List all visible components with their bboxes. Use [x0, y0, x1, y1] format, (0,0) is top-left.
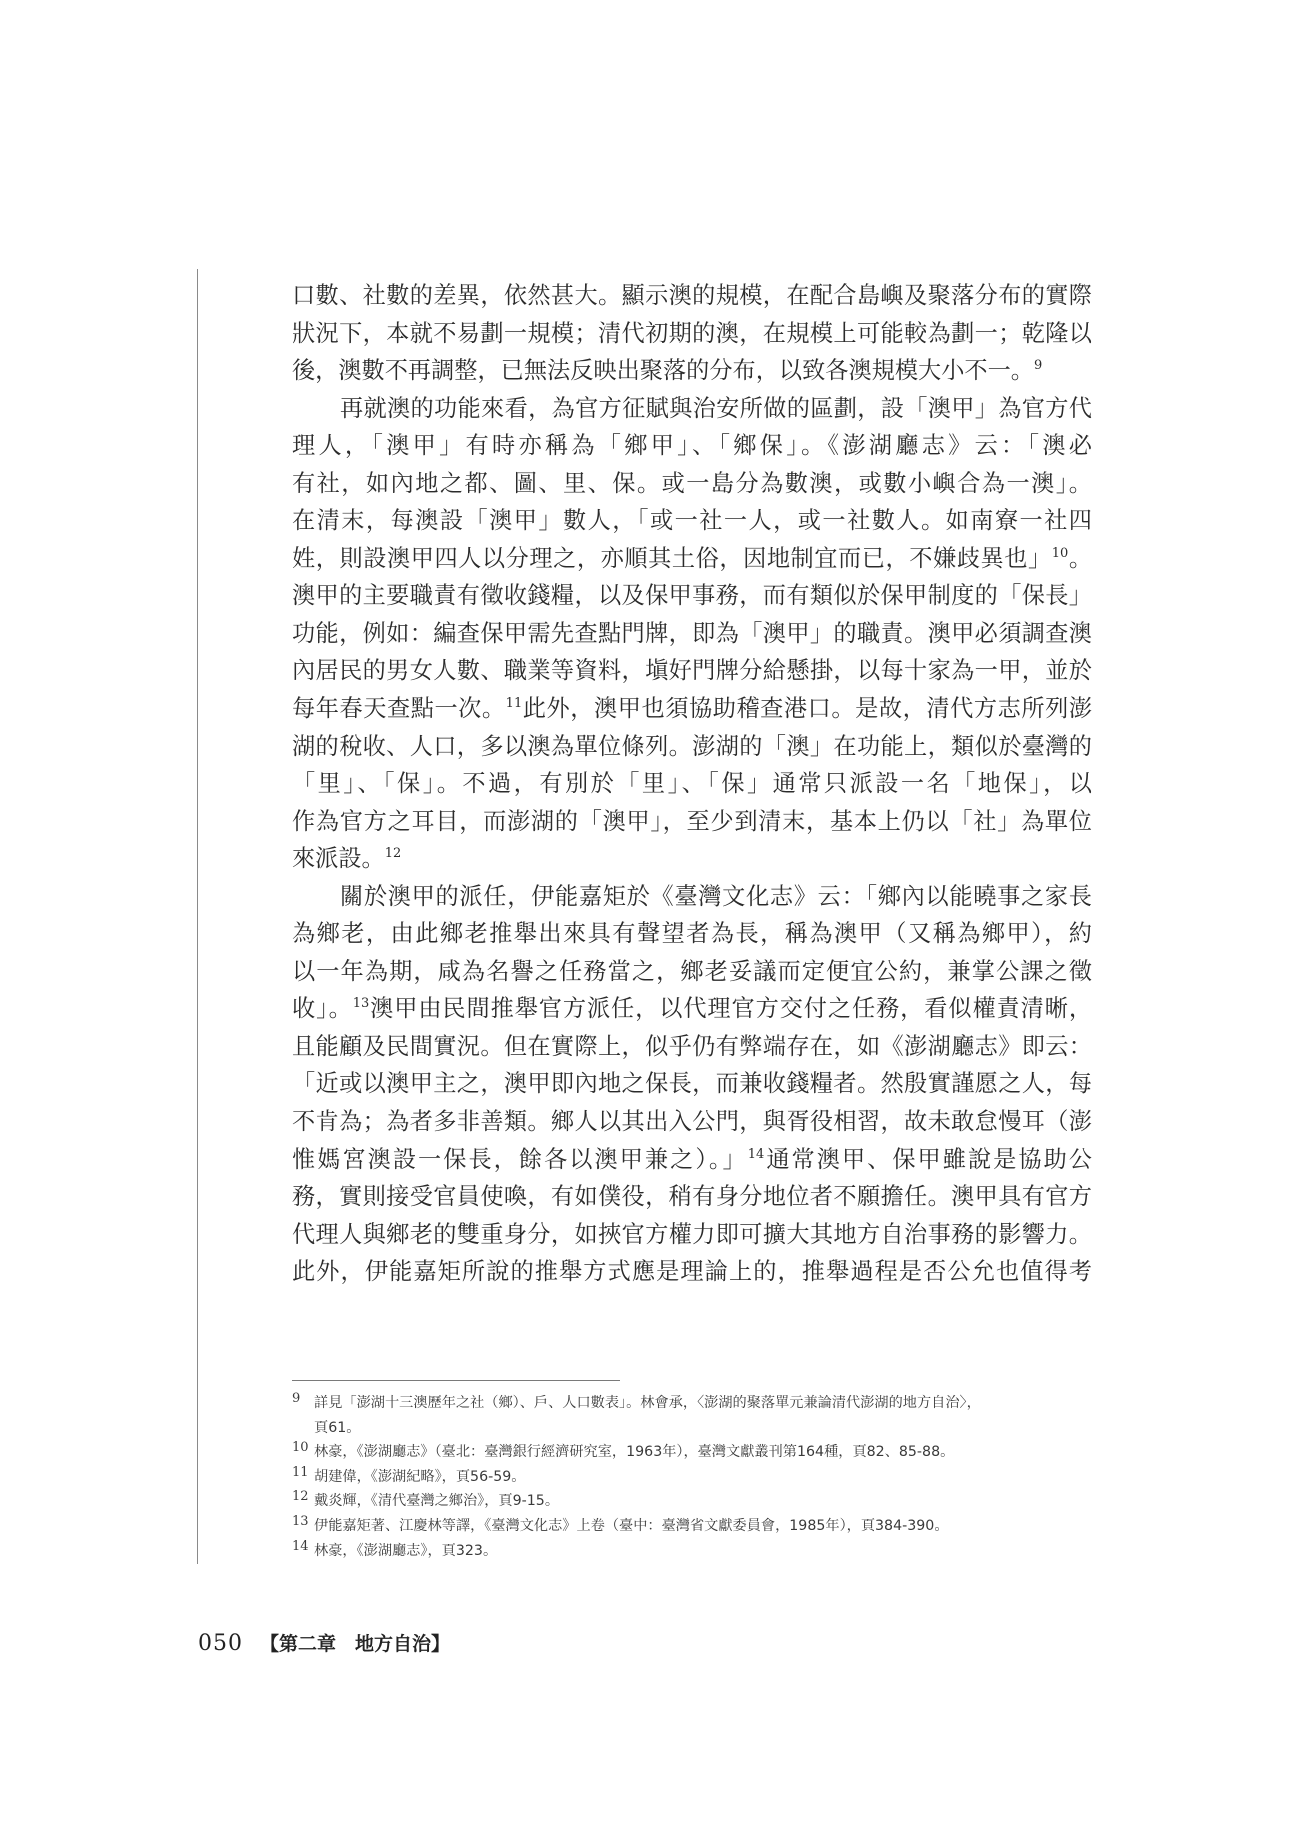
body-line — [292, 1141, 1092, 1179]
footnote-number: 12 — [292, 1489, 309, 1505]
body-line-text: 此外，澳甲也須協助稽查港口。是故，清代方志所列澎 — [522, 695, 1093, 723]
body-line — [292, 1178, 1092, 1216]
footnote-ref[interactable]: 12 — [384, 846, 402, 862]
footnote-text: 林豪，《澎湖廳志》，頁323。 — [314, 1542, 498, 1559]
footnote-number: 14 — [292, 1538, 309, 1554]
footnote-text: 頁61。 — [314, 1419, 361, 1436]
body-line-text: 作為官方之耳目，而澎湖的「澳甲」，至少到清末，基本上仍以「社」為單位 — [292, 807, 1092, 835]
body-line — [292, 277, 1092, 315]
chapter-title: 【第二章 地方自治】 — [260, 1633, 451, 1655]
page-number: 050 — [198, 1631, 243, 1656]
footnote-ref[interactable]: 13 — [352, 996, 370, 1012]
footnote-ref[interactable]: 11 — [505, 696, 523, 712]
body-line — [292, 540, 1092, 578]
body-line — [292, 315, 1092, 353]
body-line-text: 此外，伊能嘉矩所說的推舉方式應是理論上的，推舉過程是否公允也值得考 — [292, 1258, 1092, 1286]
footnote-item — [292, 1514, 1102, 1539]
body-line-text: 「里」、「保」。不過，有別於「里」、「保」通常只派設一名「地保」，以 — [292, 770, 1092, 798]
page-footer — [198, 1629, 450, 1656]
body-line-text: 來派設。 — [292, 845, 385, 873]
body-text — [292, 277, 1092, 1291]
body-line-text: 口數、社數的差異，依然甚大。顯示澳的規模，在配合島嶼及聚落分布的實際 — [292, 282, 1092, 309]
body-line-text: 收」。 — [292, 995, 353, 1023]
body-line-text: 理人，「澳甲」有時亦稱為「鄉甲」、「鄉保」。《澎湖廳志》云：「澳必 — [292, 432, 1092, 460]
body-line-text: 狀況下，本就不易劃一規模；清代初期的澳，在規模上可能較為劃一；乾隆以 — [292, 319, 1092, 347]
footnote-number: 9 — [292, 1391, 301, 1406]
body-line — [292, 502, 1092, 540]
body-line — [292, 1065, 1092, 1103]
footnote-ref[interactable]: 14 — [747, 1146, 765, 1162]
body-line — [292, 577, 1092, 615]
footnote-text: 伊能嘉矩著、江慶林等譯，《臺灣文化志》上卷（臺中：臺灣省文獻委員會，1985年），頁384-390。 — [314, 1517, 949, 1534]
body-line-text: 為鄉老，由此鄉老推舉出來具有聲望者為長，稱為澳甲（又稱為鄉甲），約 — [292, 920, 1092, 948]
body-line — [292, 765, 1092, 803]
body-line-text: 姓，則設澳甲四人以分理之，亦順其土俗，因地制宜而已，不嫌歧異也」 — [292, 544, 1052, 572]
body-line — [292, 878, 1092, 916]
body-line — [292, 690, 1092, 728]
body-line-text: 且能顧及民間實況。但在實際上，似乎仍有弊端存在，如《澎湖廳志》即云： — [292, 1032, 1092, 1060]
body-line-text: 代理人與鄉老的雙重身分，如挾官方權力即可擴大其地方自治事務的影響力。 — [292, 1220, 1092, 1248]
body-line — [292, 465, 1092, 503]
body-line-text: 惟媽宮澳設一保長，餘各以澳甲兼之）。」 — [292, 1145, 748, 1173]
body-line — [292, 390, 1092, 428]
footnote-separator — [292, 1380, 620, 1381]
body-line — [292, 728, 1092, 766]
body-line — [292, 652, 1092, 690]
body-line-text: 通常澳甲、保甲雖說是協助公 — [764, 1145, 1092, 1173]
body-line — [292, 1028, 1092, 1066]
body-line-text: 湖的稅收、人口，多以澳為單位條列。澎湖的「澳」在功能上，類似於臺灣的 — [292, 732, 1092, 760]
footnote-item — [292, 1489, 1102, 1514]
body-line — [292, 427, 1092, 465]
body-line — [292, 1216, 1092, 1254]
body-line-text: 關於澳甲的派任，伊能嘉矩於《臺灣文化志》云：「鄉內以能曉事之家長 — [340, 882, 1092, 910]
body-line-text: 「近或以澳甲主之，澳甲即內地之保長，而兼收錢糧者。然殷實謹愿之人，每 — [292, 1070, 1092, 1098]
footnote-item — [292, 1391, 1102, 1440]
footnotes — [292, 1391, 1102, 1563]
footnote-number: 13 — [292, 1513, 309, 1529]
body-line-text: 在清末，每澳設「澳甲」數人，「或一社一人，或一社數人。如南寮一社四 — [292, 507, 1092, 535]
body-line — [292, 615, 1092, 653]
footnote-item — [292, 1440, 1102, 1465]
body-line-text: 不肯為；為者多非善類。鄉人以其出入公門，與胥役相習，故未敢怠慢耳（澎 — [292, 1108, 1092, 1136]
margin-rule — [197, 269, 198, 1564]
footnote-item — [292, 1465, 1102, 1490]
body-line — [292, 352, 1092, 390]
footnote-text: 林豪，《澎湖廳志》（臺北：臺灣銀行經濟研究室，1963年），臺灣文獻叢刊第164種，頁82、85-88。 — [314, 1444, 955, 1461]
footnote-text: 詳見「澎湖十三澳歷年之社（鄉）、戶、人口數表」。林會承，〈澎湖的聚落單元兼論清代澎湖的地方自治〉， — [314, 1395, 981, 1411]
body-line — [292, 840, 1092, 878]
footnote-text: 胡建偉，《澎湖紀略》，頁56-59。 — [314, 1468, 526, 1485]
footnote-text: 戴炎輝，《清代臺灣之鄉治》，頁9-15。 — [314, 1493, 560, 1510]
body-line-text: 澳甲的主要職責有徵收錢糧，以及保甲事務，而有類似於保甲制度的「保長」 — [292, 582, 1092, 610]
body-line-text: 功能，例如：編查保甲需先查點門牌，即為「澳甲」的職責。澳甲必須調查澳 — [292, 619, 1092, 647]
body-line-text: 每年春天查點一次。 — [292, 695, 506, 723]
body-line-text: 澳甲由民間推舉官方派任，以代理官方交付之任務，看似權責清晰， — [369, 995, 1093, 1023]
body-line-text: 。 — [1068, 544, 1093, 572]
body-line — [292, 915, 1092, 953]
body-line-text: 以一年為期，咸為名譽之任務當之，鄉老妥議而定便宜公約，兼掌公課之徵 — [292, 957, 1092, 985]
body-line-text: 務，實則接受官員使喚，有如僕役，稍有身分地位者不願擔任。澳甲具有官方 — [292, 1183, 1092, 1211]
footnote-ref[interactable]: 9 — [1034, 358, 1043, 374]
footnote-number: 11 — [292, 1464, 309, 1480]
body-line-text: 再就澳的功能來看，為官方征賦與治安所做的區劃，設「澳甲」為官方代 — [340, 394, 1092, 422]
body-line — [292, 953, 1092, 991]
body-line — [292, 990, 1092, 1028]
footnote-item — [292, 1539, 1102, 1564]
body-line-text: 有社，如內地之都、圖、里、保。或一島分為數澳，或數小嶼合為一澳」。 — [292, 469, 1092, 497]
body-line — [292, 1253, 1092, 1291]
body-line-text: 內居民的男女人數、職業等資料，塡好門牌分給懸掛，以每十家為一甲，並於 — [292, 657, 1092, 685]
body-line — [292, 1103, 1092, 1141]
footnote-number: 10 — [292, 1440, 309, 1456]
footnote-ref[interactable]: 10 — [1051, 545, 1069, 561]
body-line-text: 後，澳數不再調整，已無法反映出聚落的分布，以致各澳規模大小不一。 — [292, 357, 1034, 385]
body-line — [292, 803, 1092, 841]
